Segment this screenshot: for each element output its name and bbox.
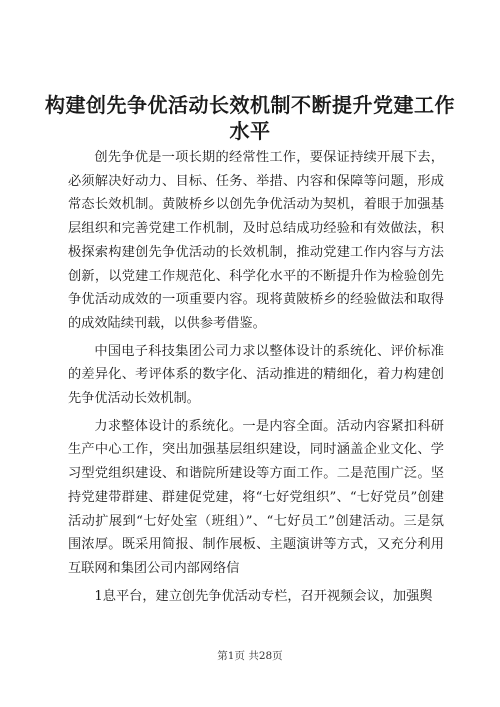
document-body: [68, 146, 444, 612]
paragraph-cetc: 中国电子科技集团公司力求以整体设计的系统化、评价标准的差异化、考评体系的数字化、活动推进的精细化，着力构建创先争优活动长效机制。: [68, 343, 444, 407]
document-title: 构建创先争优活动长效机制不断提升党建工作水平: [45, 93, 455, 143]
paragraph-intro: 创先争优是一项长期的经常性工作，要保证持续开展下去，必须解决好动力、目标、任务、举措、内容和保障等问题，形成常态长效机制。黄陂桥乡以创先争优活动为契机，着眼于加强基层组织和完善党建工作机制，及时总结成功经验和有效做法，积极探索构建创先争优活动的长效机制，推动党建工作内容与方法创新，以党建工作规范化、科学化水平的不断提升作为检验创先争优活动成效的一项重要内容。现将黄陂桥乡的经验做法和取得的成效陆续刊载，以供参考借鉴。: [68, 150, 444, 331]
paragraph-continuation: 1息平台，建立创先争优活动专栏，召开视频会议，加强舆: [94, 588, 433, 604]
page-number-footer: 第1页 共28页: [217, 650, 283, 662]
paragraph-systematic-design: 力求整体设计的系统化。一是内容全面。活动内容紧扣科研生产中心工作，突出加强基层组织建设，同时涵盖企业文化、学习型党组织建设、和谐院所建设等方面工作。二是范围广泛。坚持党建带群建、群建促党建，将“七好党组织”、“七好党员”创建活动扩展到“七好处室（班组）”、“七好员工”创建活动。三是氛围浓厚。既采用简报、制作展板、主题演讲等方式，又充分利用互联网和集团公司内部网络信: [68, 418, 444, 576]
